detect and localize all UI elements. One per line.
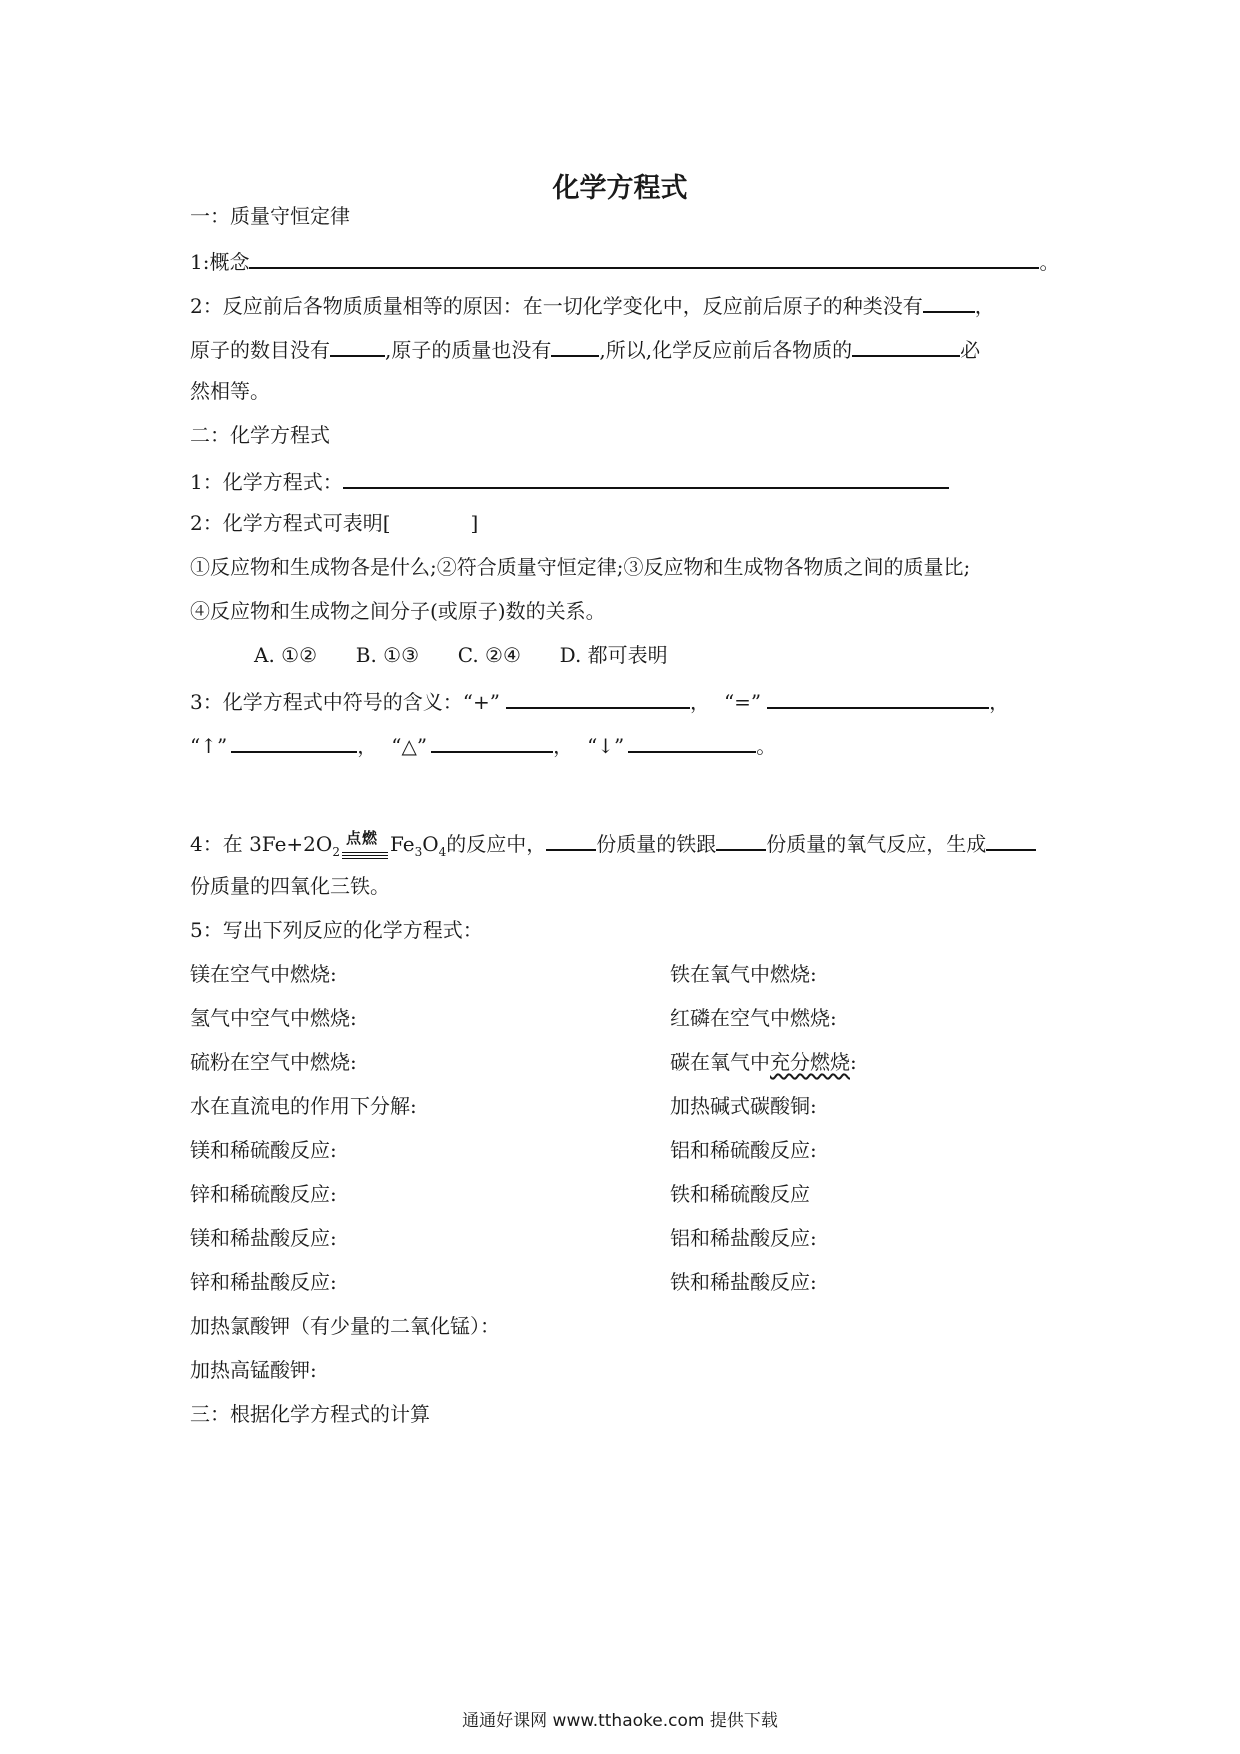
reaction-condition — [340, 829, 390, 866]
page-title: 化学方程式 — [552, 173, 688, 204]
reaction-left-6: 锌和稀硫酸反应: — [190, 1182, 337, 1206]
option-d[interactable]: D. 都可表明 — [559, 643, 668, 667]
s2-q3-line2 — [190, 729, 776, 760]
reaction-right-2: 红磷在空气中燃烧: — [670, 1006, 837, 1030]
s2-q3-comma2: ， — [989, 690, 1010, 714]
s1-q2-comma: ， — [974, 294, 995, 318]
atom-mass-blank[interactable] — [551, 333, 599, 357]
reaction-kmno4: 加热高锰酸钾: — [190, 1358, 317, 1382]
s2-q2: 2：化学方程式可表明[ ] — [190, 511, 479, 535]
s2-q4-mid2: 份质量的铁跟 — [596, 832, 717, 856]
equation-definition-blank[interactable] — [343, 465, 949, 489]
s1-q2-b4: 必 — [960, 338, 981, 362]
total-mass-blank[interactable] — [852, 333, 960, 357]
heat-symbol-blank[interactable] — [431, 729, 553, 753]
s2-q4-prefix: 4：在 3Fe+2O — [190, 832, 333, 856]
option-a[interactable]: A. ①② — [254, 643, 318, 667]
s2-q1 — [190, 465, 949, 496]
s1-q2-line2 — [190, 333, 980, 364]
iron-parts-blank[interactable] — [546, 827, 596, 851]
reaction-right-6: 铁和稀硫酸反应 — [670, 1182, 810, 1206]
reaction-right-3-underlined: 充分燃烧 — [770, 1050, 850, 1074]
reaction-left-2: 氢气中空气中燃烧: — [190, 1006, 357, 1030]
concept-blank[interactable] — [249, 245, 1039, 269]
gas-arrow-blank[interactable] — [231, 729, 357, 753]
oxygen-parts-blank[interactable] — [716, 827, 766, 851]
s2-q2-statement1: ①反应物和生成物各是什么;②符合质量守恒定律;③反应物和生成物各物质之间的质量比; — [190, 555, 971, 579]
reaction-right-7: 铝和稀盐酸反应: — [670, 1226, 817, 1250]
s2-q4-line2: 份质量的四氧化三铁。 — [190, 874, 390, 898]
reaction-left-7: 镁和稀盐酸反应: — [190, 1226, 337, 1250]
reaction-right-4: 加热碱式碳酸铜: — [670, 1094, 817, 1118]
s2-q3-eq: “=” — [723, 690, 762, 714]
atom-number-blank[interactable] — [330, 333, 385, 357]
reaction-right-8: 铁和稀盐酸反应: — [670, 1270, 817, 1294]
s1-q2-line3: 然相等。 — [190, 379, 270, 403]
reaction-right-3-text: 碳在氧气中 — [670, 1050, 770, 1074]
s2-q3-up: “↑” — [190, 734, 228, 758]
s2-q1-label: 1：化学方程式： — [190, 470, 343, 494]
s2-q3-delta: “△” — [391, 734, 428, 758]
s1-q2-b3: ,所以,化学反应前后各物质的 — [599, 338, 853, 362]
s2-q3-end: 。 — [756, 734, 777, 758]
s2-q3-comma4: ， — [553, 734, 574, 758]
s2-q4-mid1: 的反应中， — [446, 832, 547, 856]
s2-q3-line1 — [190, 685, 1009, 716]
section1-heading: 一：质量守恒定律 — [190, 204, 350, 228]
product-parts-blank[interactable] — [986, 827, 1036, 851]
s1-q2-b2: ,原子的质量也没有 — [385, 338, 552, 362]
s1-q2-line1 — [190, 289, 995, 320]
reaction-left-1: 镁在空气中燃烧: — [190, 962, 337, 986]
reaction-left-5: 镁和稀硫酸反应: — [190, 1138, 337, 1162]
precipitate-arrow-blank[interactable] — [628, 729, 756, 753]
reaction-right-3-colon: : — [850, 1050, 857, 1074]
atom-type-blank[interactable] — [923, 289, 975, 313]
plus-meaning-blank[interactable] — [506, 685, 690, 709]
equals-meaning-blank[interactable] — [767, 685, 989, 709]
s1-q2-text: 2：反应前后各物质质量相等的原因：在一切化学变化中，反应前后原子的种类没有 — [190, 294, 923, 318]
s2-q3-prefix: 3：化学方程式中符号的含义：“+” — [190, 690, 500, 714]
reaction-left-3: 硫粉在空气中燃烧: — [190, 1050, 357, 1074]
s2-q2-options — [254, 641, 668, 669]
s1-q2-b1: 原子的数目没有 — [190, 338, 330, 362]
section3-heading: 三：根据化学方程式的计算 — [190, 1402, 430, 1426]
s2-q3-comma3: ， — [357, 734, 378, 758]
option-b[interactable]: B. ①③ — [355, 643, 420, 667]
reaction-kclo3: 加热氯酸钾（有少量的二氧化锰）： — [190, 1314, 500, 1338]
s2-q5-heading: 5：写出下列反应的化学方程式： — [190, 918, 483, 942]
reaction-left-8: 锌和稀盐酸反应: — [190, 1270, 337, 1294]
s1-q1-label: 1:概念 — [190, 250, 250, 274]
reaction-right-1: 铁在氧气中燃烧: — [670, 962, 817, 986]
ignite-condition: 点燃 — [345, 829, 378, 847]
reaction-left-4: 水在直流电的作用下分解: — [190, 1094, 417, 1118]
s2-q3-down: “↓” — [587, 734, 625, 758]
s2-q4-product: Fe — [389, 832, 415, 856]
s2-q3-comma1: ， — [689, 690, 710, 714]
page-footer: 通通好课网 www.tthaoke.com 提供下载 — [462, 1711, 778, 1731]
option-c[interactable]: C. ②④ — [457, 643, 521, 667]
s2-q2-statement2: ④反应物和生成物之间分子(或原子)数的关系。 — [190, 599, 606, 623]
s1-q1 — [190, 245, 1059, 276]
reaction-right-3 — [670, 1048, 857, 1076]
s1-q1-end: 。 — [1039, 250, 1060, 274]
s2-q4-line1: 4：在 $3Fe+2O_2$ 点燃 $Fe_3O_4$的反应中， 份质量的铁跟 份质量的氧气反应，生成 — [190, 827, 1036, 866]
s2-q4-mid3: 份质量的氧气反应，生成 — [766, 832, 987, 856]
reaction-right-5: 铝和稀硫酸反应: — [670, 1138, 817, 1162]
section2-heading: 二：化学方程式 — [190, 423, 330, 447]
